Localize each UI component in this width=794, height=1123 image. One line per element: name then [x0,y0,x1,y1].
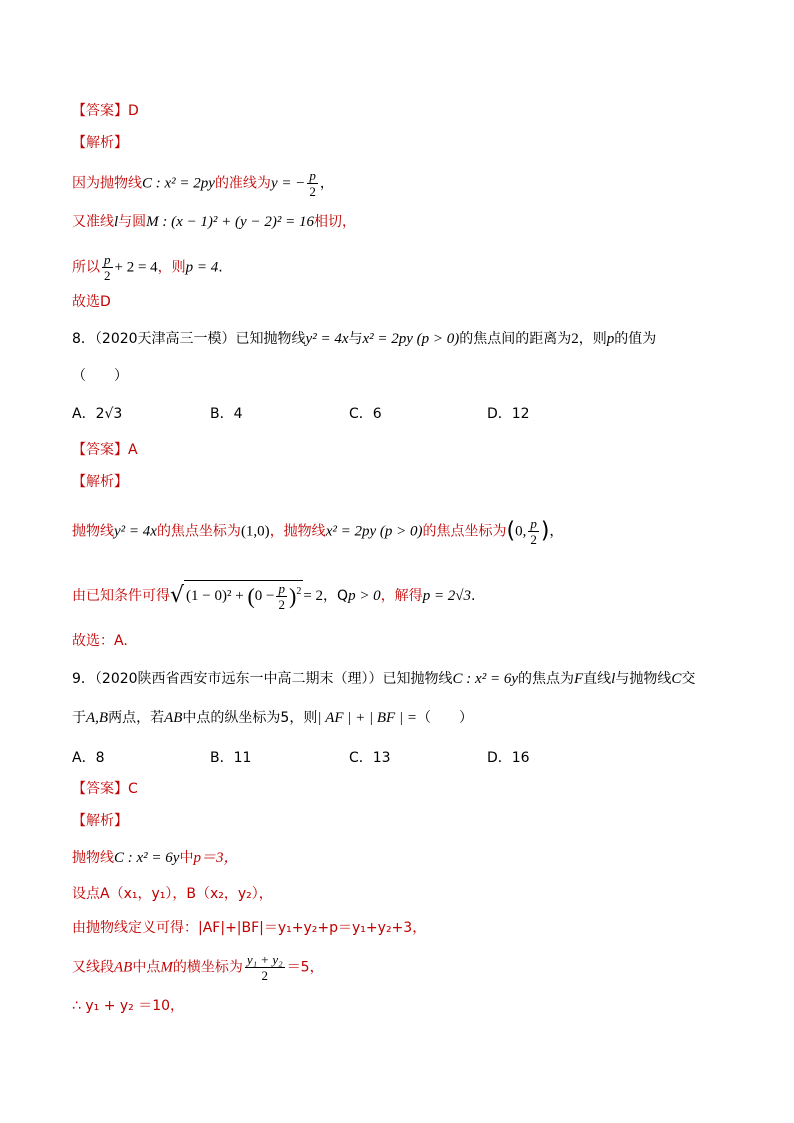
fraction [307,168,318,199]
paren-open: ( [247,583,255,609]
q9-option-c: C．13 [349,750,391,766]
equation: A,B [86,710,109,726]
equation: l [114,214,119,230]
text: 的焦点坐标为 [422,523,507,540]
equation: + 2 = 4 [114,259,158,276]
equation: l [611,671,616,687]
q7-analysis-line-2 [72,212,356,232]
text: 抛物线 [72,523,114,540]
text: 与圆 [118,214,147,230]
paren-open: ( [506,518,516,544]
fraction-denominator: 2 [530,532,537,547]
equation: M : (x − 1)² + (y − 2)² = 16 [146,214,314,230]
equation: (1 − 0)² + [186,587,248,604]
paren-close: ) [540,518,550,544]
fraction [528,516,539,547]
text: 的焦点坐标为 [156,523,241,540]
text: . [471,587,476,604]
equation: C : x² = 6y [114,850,180,866]
text: 的值为 [614,331,657,347]
q9-analysis-line-2: 设点A（x₁，y₁），B（x₂，y₂）， [72,886,273,902]
text: 的焦点间的距离为 [459,331,572,347]
text: 又准线 [72,214,114,230]
equation: y² = 4x [114,523,157,540]
equation: y = − [270,175,306,192]
text: 中 [179,850,194,866]
q9-option-d: D．16 [487,750,530,766]
equation: AB [114,959,133,976]
fraction-denominator: 2 [104,268,111,283]
equation: p＝3， [193,850,239,866]
equation: = 2 [303,587,324,604]
q8-conclusion: 故选：A. [72,633,128,649]
equation: x² = 2py (p > 0) [325,523,423,540]
equation: y² = 4x [305,331,349,347]
q8-answer-label: 【答案】A [72,442,138,458]
fraction-denominator: 2 [278,597,285,612]
q9-analysis-line-3: 由抛物线定义可得：|AF|+|BF|＝y₁+y₂+p＝y₁+y₂+3， [72,920,427,936]
text: 两点，若 [108,710,165,726]
q8-analysis-line-1 [72,516,563,547]
q7-analysis-line-3 [72,252,223,283]
text: 由已知条件可得 [72,587,170,604]
text: 的横坐标为 [172,959,243,976]
q9-answer-label: 【答案】C [72,781,138,797]
fraction-numerator: p [530,516,537,531]
text: ，解得 [380,587,423,604]
q8-option-a: A．2√3 [72,406,123,422]
text: ， [549,523,564,540]
text: 与抛物线 [615,671,672,687]
text: 交 [681,671,696,687]
sqrt-body: (1 − 0)² + (0 − $\frac{p}{2}$ )$^2$ [186,581,302,612]
equation: C : x² = 6y [452,671,518,687]
text: . [218,259,223,276]
fraction [102,252,113,283]
text: 于 [72,710,86,726]
sqrt-sign: √ [170,582,185,608]
equation: 0, [515,523,527,540]
paren-close: ) [288,583,297,609]
text: 8．（2020天津高三一模）已知抛物线 [72,331,306,347]
text: ，则 [578,331,607,347]
q7-analysis-label: 【解析】 [72,135,128,151]
fraction-denominator: 2 [261,968,268,983]
q7-analysis-line-1 [72,168,334,199]
fraction-denominator: 2 [309,184,316,199]
equation: x² = 2py (p > 0) [362,331,460,347]
q9-analysis-line-5: ∴ y₁ + y₂ ＝10， [72,998,185,1014]
text: 的准线为 [214,175,271,192]
text: 中点的纵坐标为5，则 [182,710,318,726]
q9-stem-line-1 [72,669,695,689]
fraction-numerator: p [309,168,316,183]
fraction-numerator: y₁ + y₂ [246,952,283,967]
text: （ ） [416,710,473,726]
equation: C [671,671,682,687]
equation: AB [164,710,183,726]
text: ，抛物线 [269,523,326,540]
equation: C : x² = 2py [142,175,215,192]
q8-stem [72,329,656,349]
equation: 2 [571,331,579,347]
q8-blank: （ ） [72,368,128,384]
fraction-numerator: p [278,581,285,596]
text: 直线 [583,671,612,687]
q9-stem-line-2 [72,708,473,728]
q8-option-c: C．6 [349,406,382,422]
q9-option-b: B．11 [210,750,252,766]
text: 相切， [313,214,356,230]
text: ，Q [323,587,349,604]
equation: 0 − [254,587,275,604]
text: 所以 [72,259,100,276]
equation: M [160,959,173,976]
q7-answer-label: 【答案】D [72,103,139,119]
equation: p [606,331,615,347]
equation: p = 4 [185,259,219,276]
q8-analysis-label: 【解析】 [72,474,128,490]
fraction [245,952,285,983]
q8-option-d: D．12 [487,406,530,422]
text: ＝5， [286,959,324,976]
equation: p > 0 [348,587,381,604]
equation: F [573,671,584,687]
q8-option-b: B．4 [210,406,243,422]
fraction [276,581,287,612]
q9-analysis-line-4 [72,952,324,983]
q8-analysis-line-2 [72,580,476,612]
q9-analysis-label: 【解析】 [72,813,128,829]
text: 的焦点为 [517,671,574,687]
equation: p = 2√3 [422,587,472,604]
text: 因为抛物线 [72,175,142,192]
text: ，则 [157,259,186,276]
text: 抛物线 [72,850,114,866]
equation: (1,0) [240,523,270,540]
text: 9．（2020陕西省西安市远东一中高二期末（理））已知抛物线 [72,671,453,687]
equation: | AF | + | BF | = [317,710,417,726]
text: ， [319,175,334,192]
q9-analysis-line-1 [72,848,238,868]
text: 与 [348,331,363,347]
q7-conclusion: 故选D [72,294,111,310]
fraction-numerator: p [104,252,111,267]
text: 又线段 [72,959,114,976]
text: 中点 [132,959,161,976]
q9-option-a: A．8 [72,750,105,766]
